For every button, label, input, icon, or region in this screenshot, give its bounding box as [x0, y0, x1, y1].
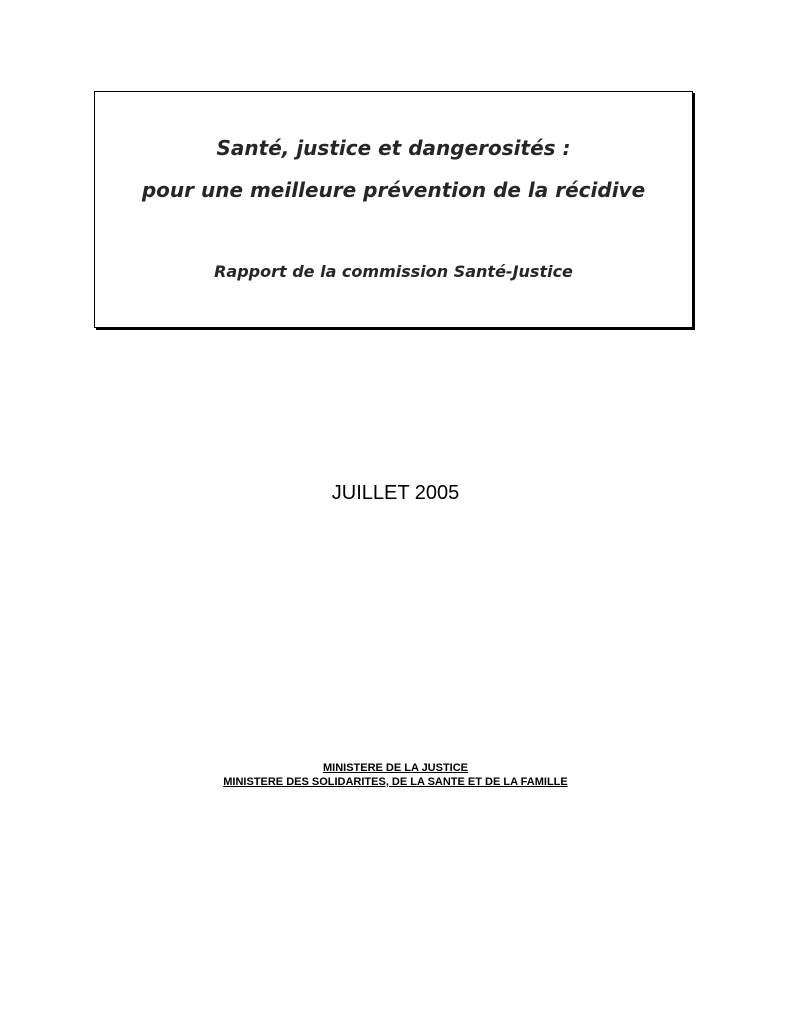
publication-date: JUILLET 2005 [331, 482, 460, 504]
report-title-line-1: Santé, justice et dangerosités : [216, 136, 571, 160]
ministries-block [0, 761, 791, 789]
report-subtitle: Rapport de la commission Santé-Justice [214, 262, 573, 281]
report-title-line-2: pour une meilleure prévention de la récidive [141, 178, 646, 202]
ministry-justice: MINISTERE DE LA JUSTICE [322, 762, 469, 774]
title-box [94, 91, 693, 328]
ministry-solidarity-health-family: MINISTERE DES SOLIDARITES, DE LA SANTE ET DE LA FAMILLE [223, 776, 568, 788]
